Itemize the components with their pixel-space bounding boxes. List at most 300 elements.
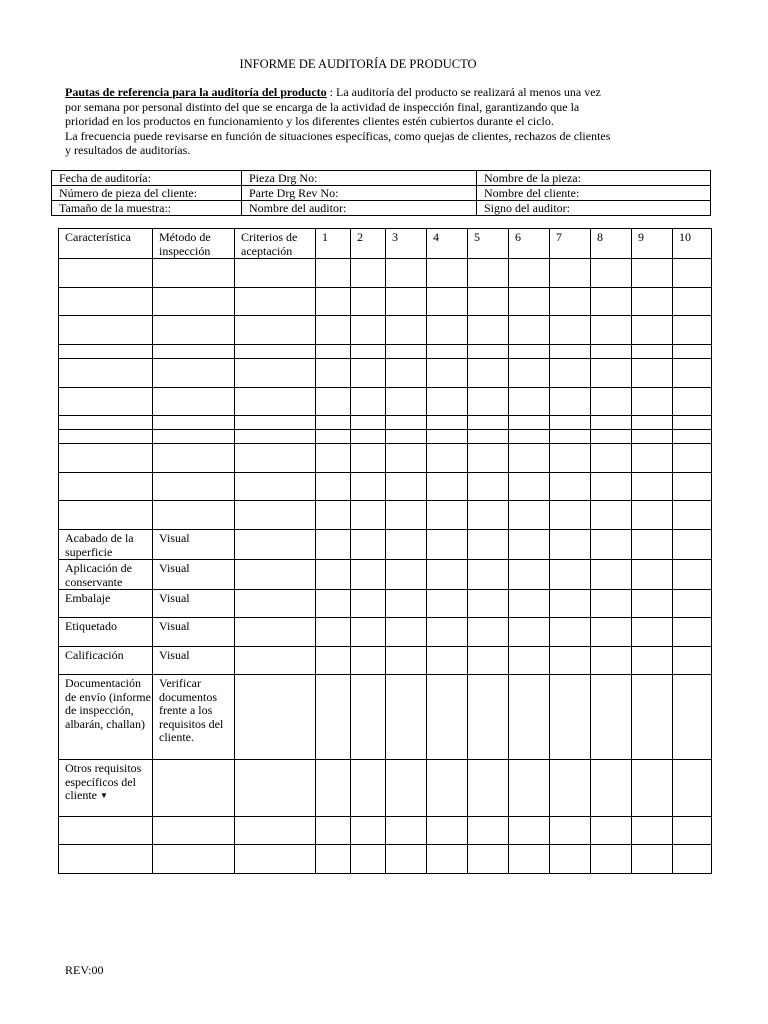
sample-cell[interactable] <box>673 430 712 444</box>
column-header-sample: 5 <box>468 229 509 259</box>
characteristic-cell[interactable] <box>59 590 153 618</box>
sample-cell[interactable] <box>509 845 550 874</box>
sample-cell[interactable] <box>427 473 468 501</box>
method-cell[interactable] <box>153 359 235 388</box>
sample-cell[interactable] <box>427 675 468 760</box>
column-header-method: Método de inspección <box>153 229 235 259</box>
sample-cell[interactable] <box>632 316 673 345</box>
sample-cell[interactable] <box>509 618 550 647</box>
sample-cell[interactable] <box>386 259 427 288</box>
sample-cell[interactable] <box>550 817 591 845</box>
sample-cell[interactable] <box>673 316 712 345</box>
characteristic-cell[interactable] <box>59 473 153 501</box>
sample-cell[interactable] <box>351 288 386 316</box>
sample-cell[interactable] <box>632 444 673 473</box>
intro-paragraph <box>65 85 705 158</box>
characteristic-cell[interactable] <box>59 259 153 288</box>
criteria-cell[interactable] <box>235 288 316 316</box>
criteria-cell[interactable] <box>235 530 316 560</box>
sample-cell[interactable] <box>632 817 673 845</box>
method-cell[interactable] <box>153 345 235 359</box>
sample-cell[interactable] <box>351 444 386 473</box>
sample-cell[interactable] <box>468 416 509 430</box>
characteristic-cell[interactable] <box>59 675 153 760</box>
sample-cell[interactable] <box>632 345 673 359</box>
sample-cell[interactable] <box>673 530 712 560</box>
method-cell[interactable] <box>153 760 235 817</box>
customer-part-number-field[interactable]: Número de pieza del cliente: <box>52 186 242 201</box>
sample-cell[interactable] <box>509 501 550 530</box>
sample-cell[interactable] <box>427 288 468 316</box>
sample-cell[interactable] <box>316 675 351 760</box>
sample-cell[interactable] <box>351 647 386 675</box>
method-cell[interactable] <box>153 388 235 416</box>
sample-cell[interactable] <box>351 845 386 874</box>
sample-cell[interactable] <box>509 760 550 817</box>
sample-cell[interactable] <box>591 647 632 675</box>
sample-cell[interactable] <box>632 845 673 874</box>
sample-cell[interactable] <box>427 760 468 817</box>
sample-cell[interactable] <box>509 288 550 316</box>
sample-cell[interactable] <box>550 444 591 473</box>
sample-cell[interactable] <box>316 345 351 359</box>
method-cell[interactable] <box>153 288 235 316</box>
sample-cell[interactable] <box>386 501 427 530</box>
sample-cell[interactable] <box>427 345 468 359</box>
method-cell[interactable] <box>153 416 235 430</box>
sample-cell[interactable] <box>351 501 386 530</box>
characteristic-text: Otros requisitos específicos del cliente <box>65 761 142 802</box>
characteristic-cell[interactable] <box>59 430 153 444</box>
sample-cell[interactable] <box>591 345 632 359</box>
sample-cell[interactable] <box>427 560 468 590</box>
sample-cell[interactable] <box>427 416 468 430</box>
characteristic-text: Embalaje <box>65 591 111 605</box>
method-cell[interactable] <box>153 817 235 845</box>
sample-cell[interactable] <box>316 845 351 874</box>
sample-cell[interactable] <box>316 760 351 817</box>
table-row <box>59 647 712 675</box>
sample-cell[interactable] <box>386 560 427 590</box>
criteria-cell[interactable] <box>235 560 316 590</box>
sample-cell[interactable] <box>386 675 427 760</box>
sample-cell[interactable] <box>427 359 468 388</box>
sample-cell[interactable] <box>673 590 712 618</box>
sample-cell[interactable] <box>591 501 632 530</box>
criteria-cell[interactable] <box>235 845 316 874</box>
intro-lead: Pautas de referencia para la auditoría del producto <box>65 85 327 99</box>
criteria-cell[interactable] <box>235 416 316 430</box>
sample-cell[interactable] <box>386 388 427 416</box>
sample-cell[interactable] <box>632 647 673 675</box>
sample-cell[interactable] <box>468 590 509 618</box>
intro-line-4: La frecuencia puede revisarse en función de situaciones específicas, como quejas de clientes, rechazos de clientes <box>65 128 611 143</box>
sample-cell[interactable] <box>386 647 427 675</box>
sample-cell[interactable] <box>673 760 712 817</box>
table-row <box>59 675 712 760</box>
sample-cell[interactable] <box>509 647 550 675</box>
method-cell[interactable]: Visual <box>153 560 235 590</box>
sample-cell[interactable] <box>351 316 386 345</box>
dropdown-caret-icon[interactable]: ▼ <box>99 791 108 800</box>
sample-cell[interactable] <box>550 560 591 590</box>
sample-cell[interactable] <box>386 618 427 647</box>
auditor-name-field[interactable]: Nombre del auditor: <box>242 201 477 216</box>
characteristic-cell[interactable] <box>59 760 153 817</box>
table-row <box>59 359 712 388</box>
criteria-cell[interactable] <box>235 675 316 760</box>
sample-cell[interactable] <box>632 530 673 560</box>
sample-cell[interactable] <box>673 345 712 359</box>
sample-cell[interactable] <box>509 530 550 560</box>
sample-cell[interactable] <box>468 647 509 675</box>
sample-cell[interactable] <box>386 359 427 388</box>
sample-cell[interactable] <box>632 590 673 618</box>
table-row <box>59 345 712 359</box>
sample-cell[interactable] <box>550 388 591 416</box>
sample-cell[interactable] <box>427 430 468 444</box>
sample-cell[interactable] <box>351 675 386 760</box>
sample-cell[interactable] <box>316 590 351 618</box>
sample-cell[interactable] <box>316 530 351 560</box>
sample-cell[interactable] <box>632 618 673 647</box>
table-row <box>59 316 712 345</box>
method-cell[interactable]: Visual <box>153 590 235 618</box>
method-cell[interactable] <box>153 501 235 530</box>
sample-cell[interactable] <box>591 590 632 618</box>
criteria-cell[interactable] <box>235 473 316 501</box>
sample-cell[interactable] <box>351 388 386 416</box>
table-row <box>59 590 712 618</box>
sample-cell[interactable] <box>550 618 591 647</box>
sample-cell[interactable] <box>468 501 509 530</box>
sample-cell[interactable] <box>386 760 427 817</box>
characteristic-cell[interactable] <box>59 817 153 845</box>
sample-cell[interactable] <box>316 430 351 444</box>
table-row <box>59 288 712 316</box>
sample-cell[interactable] <box>316 647 351 675</box>
sample-cell[interactable] <box>673 817 712 845</box>
sample-cell[interactable] <box>386 288 427 316</box>
sample-cell[interactable] <box>468 760 509 817</box>
audit-date-field[interactable]: Fecha de auditoría: <box>52 171 242 186</box>
sample-cell[interactable] <box>673 288 712 316</box>
sample-cell[interactable] <box>591 444 632 473</box>
sample-cell[interactable] <box>509 430 550 444</box>
sample-cell[interactable] <box>468 473 509 501</box>
sample-cell[interactable] <box>509 560 550 590</box>
criteria-cell[interactable] <box>235 259 316 288</box>
characteristic-cell[interactable] <box>59 345 153 359</box>
sample-cell[interactable] <box>632 259 673 288</box>
method-cell[interactable] <box>153 259 235 288</box>
sample-cell[interactable] <box>509 590 550 618</box>
sample-cell[interactable] <box>673 473 712 501</box>
sample-cell[interactable] <box>468 259 509 288</box>
sample-cell[interactable] <box>316 501 351 530</box>
sample-cell[interactable] <box>550 760 591 817</box>
sample-cell[interactable] <box>673 388 712 416</box>
characteristic-cell[interactable] <box>59 316 153 345</box>
method-cell[interactable]: Visual <box>153 647 235 675</box>
method-cell[interactable] <box>153 473 235 501</box>
sample-cell[interactable] <box>427 316 468 345</box>
sample-cell[interactable] <box>427 647 468 675</box>
sample-cell[interactable] <box>468 618 509 647</box>
column-header-criteria: Criterios de aceptación <box>235 229 316 259</box>
sample-cell[interactable] <box>591 760 632 817</box>
sample-cell[interactable] <box>427 817 468 845</box>
sample-cell[interactable] <box>386 530 427 560</box>
criteria-cell[interactable] <box>235 647 316 675</box>
sample-cell[interactable] <box>386 316 427 345</box>
sample-cell[interactable] <box>591 817 632 845</box>
criteria-cell[interactable] <box>235 359 316 388</box>
criteria-cell[interactable] <box>235 817 316 845</box>
method-cell[interactable]: Verificar documentos frente a los requisitos del cliente. <box>153 675 235 760</box>
customer-name-field[interactable]: Nombre del cliente: <box>477 186 711 201</box>
sample-cell[interactable] <box>351 817 386 845</box>
sample-cell[interactable] <box>351 345 386 359</box>
sample-cell[interactable] <box>468 316 509 345</box>
sample-cell[interactable] <box>316 817 351 845</box>
criteria-cell[interactable] <box>235 316 316 345</box>
characteristic-cell[interactable] <box>59 618 153 647</box>
intro-line-1-rest: : La auditoría del producto se realizará al menos una vez <box>326 85 601 99</box>
sample-cell[interactable] <box>386 817 427 845</box>
sample-cell[interactable] <box>509 444 550 473</box>
sample-cell[interactable] <box>550 359 591 388</box>
table-row <box>59 501 712 530</box>
table-row <box>59 817 712 845</box>
criteria-cell[interactable] <box>235 760 316 817</box>
sample-cell[interactable] <box>468 345 509 359</box>
criteria-cell[interactable] <box>235 618 316 647</box>
sample-cell[interactable] <box>673 359 712 388</box>
characteristic-cell[interactable] <box>59 530 153 560</box>
sample-cell[interactable] <box>386 590 427 618</box>
sample-cell[interactable] <box>591 618 632 647</box>
sample-cell[interactable] <box>509 316 550 345</box>
characteristic-text: Calificación <box>65 648 124 662</box>
criteria-cell[interactable] <box>235 444 316 473</box>
criteria-cell[interactable] <box>235 501 316 530</box>
sample-cell[interactable] <box>316 473 351 501</box>
sample-cell[interactable] <box>673 675 712 760</box>
sample-cell[interactable] <box>591 530 632 560</box>
sample-cell[interactable] <box>427 590 468 618</box>
sample-cell[interactable] <box>591 416 632 430</box>
sample-cell[interactable] <box>632 359 673 388</box>
characteristic-cell[interactable] <box>59 560 153 590</box>
sample-cell[interactable] <box>550 501 591 530</box>
sample-cell[interactable] <box>351 430 386 444</box>
sample-cell[interactable] <box>468 845 509 874</box>
sample-cell[interactable] <box>427 845 468 874</box>
sample-cell[interactable] <box>550 416 591 430</box>
sample-cell[interactable] <box>509 359 550 388</box>
sample-cell[interactable] <box>316 259 351 288</box>
sample-cell[interactable] <box>632 473 673 501</box>
sample-cell[interactable] <box>351 259 386 288</box>
sample-cell[interactable] <box>316 618 351 647</box>
sample-cell[interactable] <box>591 359 632 388</box>
sample-cell[interactable] <box>550 316 591 345</box>
sample-cell[interactable] <box>386 430 427 444</box>
sample-cell[interactable] <box>351 530 386 560</box>
sample-cell[interactable] <box>427 444 468 473</box>
characteristic-cell[interactable] <box>59 288 153 316</box>
sample-cell[interactable] <box>509 675 550 760</box>
sample-cell[interactable] <box>509 473 550 501</box>
column-header-sample: 7 <box>550 229 591 259</box>
sample-cell[interactable] <box>316 416 351 430</box>
sample-cell[interactable] <box>550 345 591 359</box>
part-name-field[interactable]: Nombre de la pieza: <box>477 171 711 186</box>
sample-cell[interactable] <box>468 530 509 560</box>
sample-cell[interactable] <box>509 817 550 845</box>
sample-cell[interactable] <box>550 530 591 560</box>
sample-cell[interactable] <box>550 675 591 760</box>
sample-cell[interactable] <box>550 845 591 874</box>
method-cell[interactable] <box>153 316 235 345</box>
sample-cell[interactable] <box>591 259 632 288</box>
criteria-cell[interactable] <box>235 388 316 416</box>
sample-cell[interactable] <box>550 430 591 444</box>
sample-cell[interactable] <box>632 430 673 444</box>
sample-cell[interactable] <box>673 560 712 590</box>
part-drg-no-field[interactable]: Pieza Drg No: <box>242 171 477 186</box>
sample-cell[interactable] <box>316 560 351 590</box>
sample-cell[interactable] <box>509 388 550 416</box>
column-header-sample: 9 <box>632 229 673 259</box>
sample-cell[interactable] <box>351 416 386 430</box>
characteristic-cell[interactable] <box>59 444 153 473</box>
characteristic-cell[interactable] <box>59 416 153 430</box>
sample-cell[interactable] <box>673 416 712 430</box>
sample-cell[interactable] <box>386 473 427 501</box>
sample-cell[interactable] <box>468 817 509 845</box>
method-cell[interactable] <box>153 444 235 473</box>
sample-cell[interactable] <box>316 444 351 473</box>
sample-cell[interactable] <box>591 473 632 501</box>
sample-cell[interactable] <box>550 647 591 675</box>
table-row <box>59 388 712 416</box>
sample-cell[interactable] <box>351 590 386 618</box>
sample-cell[interactable] <box>351 760 386 817</box>
sample-cell[interactable] <box>468 288 509 316</box>
sample-cell[interactable] <box>550 590 591 618</box>
sample-cell[interactable] <box>351 560 386 590</box>
table-row <box>59 530 712 560</box>
sample-cell[interactable] <box>316 388 351 416</box>
sample-cell[interactable] <box>386 345 427 359</box>
method-cell[interactable]: Visual <box>153 618 235 647</box>
characteristic-cell[interactable] <box>59 845 153 874</box>
sample-cell[interactable] <box>509 259 550 288</box>
characteristic-cell[interactable] <box>59 647 153 675</box>
sample-cell[interactable] <box>468 560 509 590</box>
sample-cell[interactable] <box>386 416 427 430</box>
sample-cell[interactable] <box>591 845 632 874</box>
sample-cell[interactable] <box>468 430 509 444</box>
sample-cell[interactable] <box>673 501 712 530</box>
sample-cell[interactable] <box>351 618 386 647</box>
column-header-sample: 8 <box>591 229 632 259</box>
method-cell[interactable] <box>153 430 235 444</box>
sample-cell[interactable] <box>468 675 509 760</box>
sample-cell[interactable] <box>673 845 712 874</box>
criteria-cell[interactable] <box>235 345 316 359</box>
sample-cell[interactable] <box>591 388 632 416</box>
sample-cell[interactable] <box>427 618 468 647</box>
sample-cell[interactable] <box>316 316 351 345</box>
characteristic-cell[interactable] <box>59 388 153 416</box>
sample-cell[interactable] <box>468 444 509 473</box>
auditor-signature-field[interactable]: Signo del auditor: <box>477 201 711 216</box>
sample-cell[interactable] <box>427 388 468 416</box>
sample-cell[interactable] <box>550 288 591 316</box>
sample-cell[interactable] <box>632 675 673 760</box>
sample-cell[interactable] <box>632 288 673 316</box>
sample-cell[interactable] <box>591 316 632 345</box>
sample-cell[interactable] <box>316 288 351 316</box>
sample-cell[interactable] <box>591 675 632 760</box>
sample-cell[interactable] <box>468 388 509 416</box>
sample-cell[interactable] <box>632 560 673 590</box>
sample-size-field[interactable]: Tamaño de la muestra:: <box>52 201 242 216</box>
sample-cell[interactable] <box>468 359 509 388</box>
sample-cell[interactable] <box>591 430 632 444</box>
sample-cell[interactable] <box>673 259 712 288</box>
method-cell[interactable]: Visual <box>153 530 235 560</box>
sample-cell[interactable] <box>673 618 712 647</box>
method-cell[interactable] <box>153 845 235 874</box>
sample-cell[interactable] <box>351 473 386 501</box>
criteria-cell[interactable] <box>235 590 316 618</box>
audit-table <box>58 228 712 874</box>
sample-cell[interactable] <box>386 845 427 874</box>
sample-cell[interactable] <box>316 359 351 388</box>
characteristic-cell[interactable] <box>59 359 153 388</box>
sample-cell[interactable] <box>673 444 712 473</box>
sample-cell[interactable] <box>351 359 386 388</box>
sample-cell[interactable] <box>509 345 550 359</box>
sample-cell[interactable] <box>427 530 468 560</box>
sample-cell[interactable] <box>673 647 712 675</box>
sample-cell[interactable] <box>427 259 468 288</box>
table-row <box>59 444 712 473</box>
criteria-cell[interactable] <box>235 430 316 444</box>
revision-label: REV:00 <box>65 963 104 977</box>
characteristic-cell[interactable] <box>59 501 153 530</box>
sample-cell[interactable] <box>591 560 632 590</box>
sample-cell[interactable] <box>386 444 427 473</box>
part-drg-rev-no-field[interactable]: Parte Drg Rev No: <box>242 186 477 201</box>
sample-cell[interactable] <box>427 501 468 530</box>
column-header-sample: 1 <box>316 229 351 259</box>
sample-cell[interactable] <box>632 388 673 416</box>
sample-cell[interactable] <box>509 416 550 430</box>
sample-cell[interactable] <box>550 259 591 288</box>
sample-cell[interactable] <box>591 288 632 316</box>
sample-cell[interactable] <box>632 501 673 530</box>
column-header-sample: 10 <box>673 229 712 259</box>
table-row <box>59 473 712 501</box>
sample-cell[interactable] <box>632 760 673 817</box>
sample-cell[interactable] <box>632 416 673 430</box>
sample-cell[interactable] <box>550 473 591 501</box>
